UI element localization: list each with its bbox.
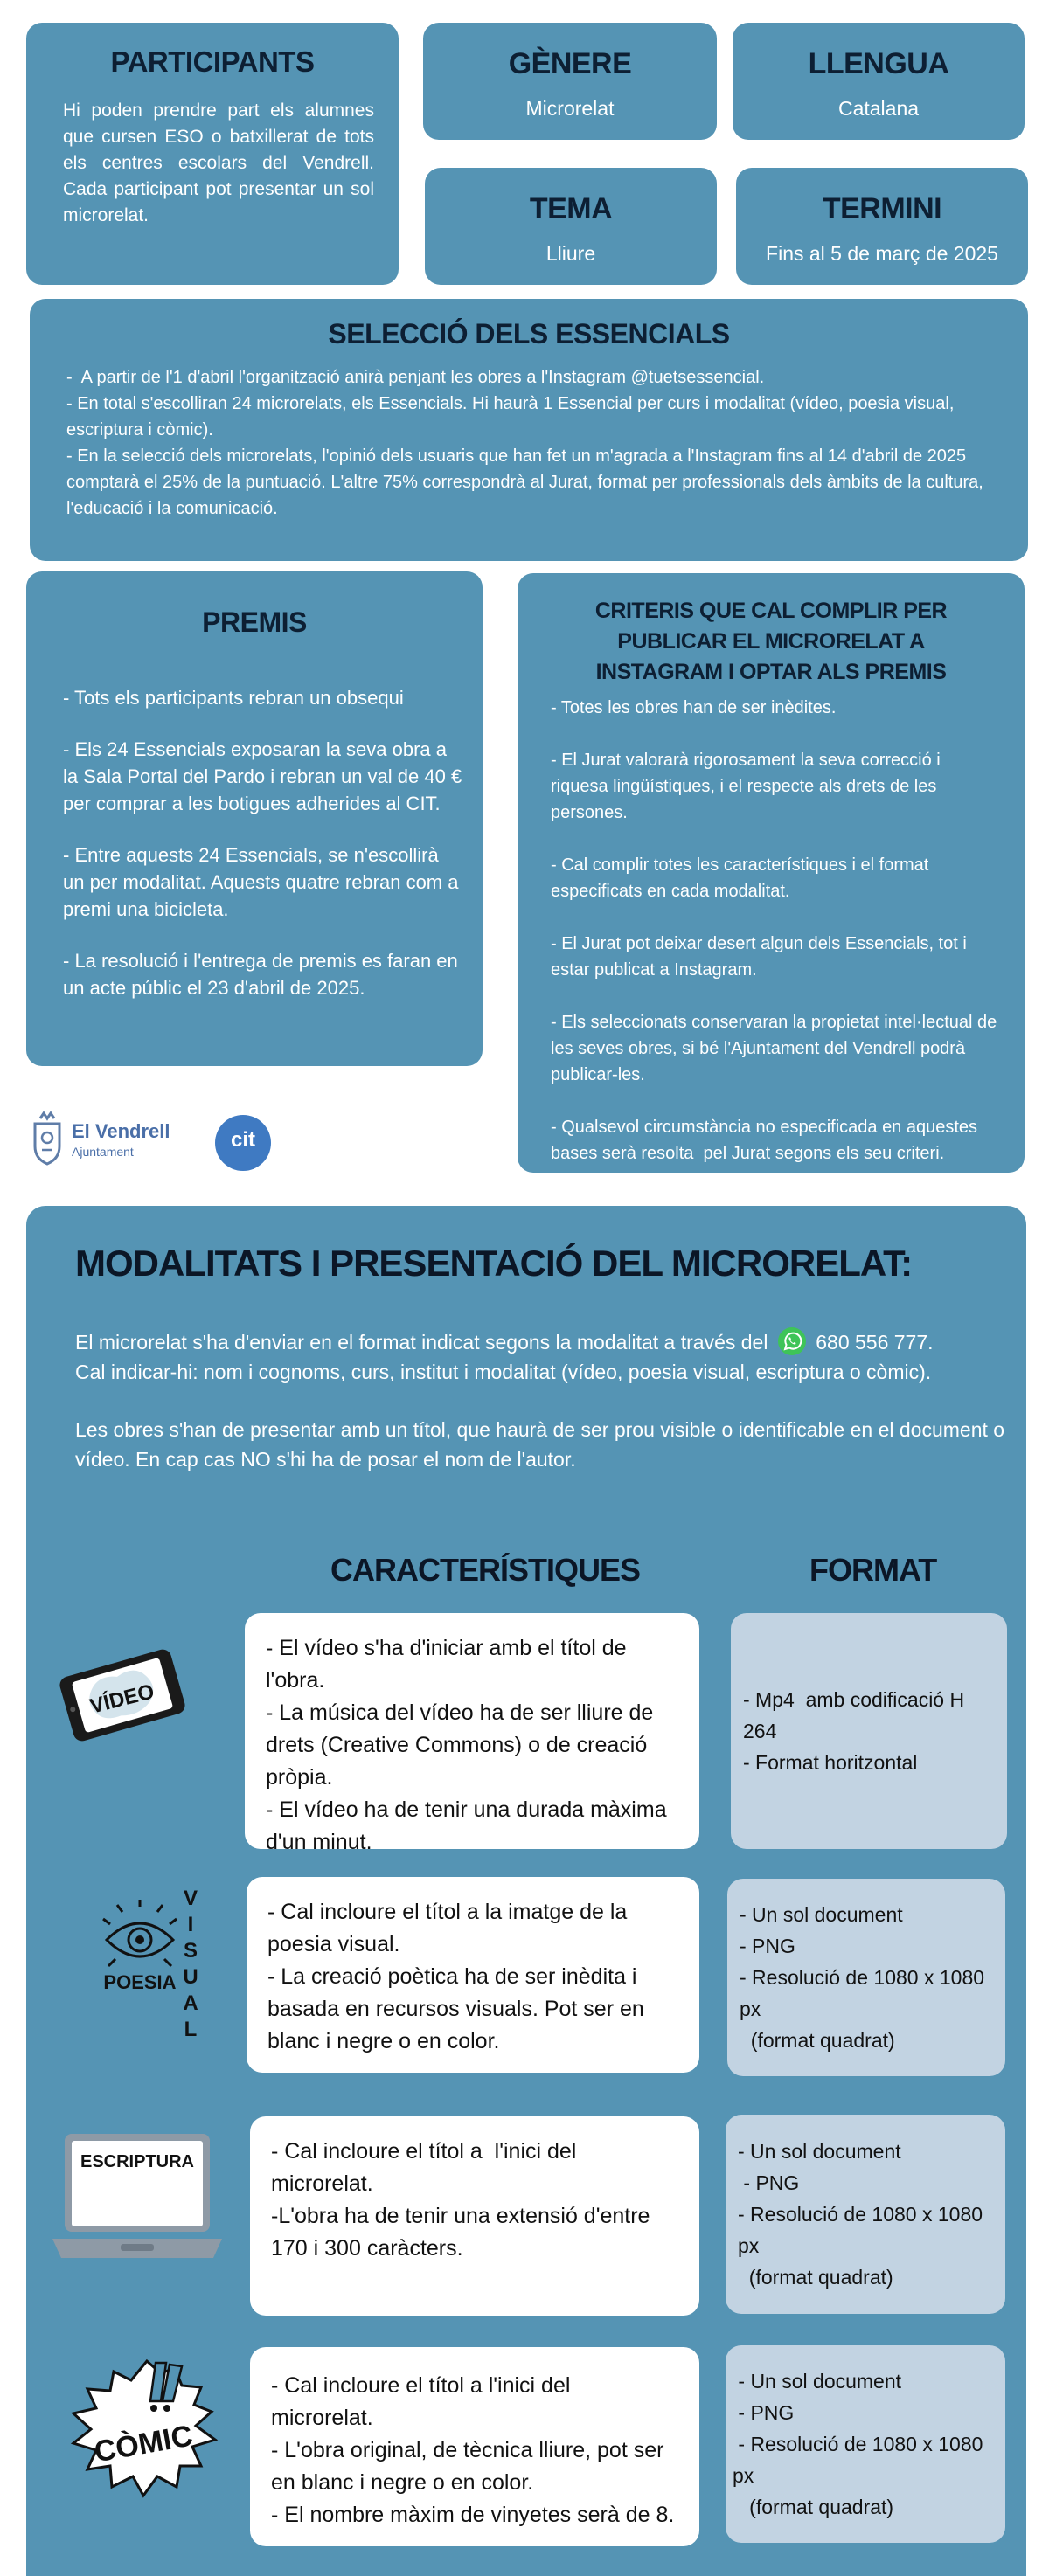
premis-item: - Tots els participants rebran un obsequi [63, 687, 404, 709]
escriptura-format-item: - Resolució de 1080 x 1080 px [738, 2203, 989, 2257]
criteris-title: CRITERIS QUE CAL COMPLIR PER PUBLICAR EL MICRORELAT A INSTAGRAM I OPTAR ALS PREMIS [594, 599, 948, 684]
seleccio-line: - A partir de l'1 d'abril l'organització anirà penjant les obres a l'Instagram @tuetsessencial. [66, 368, 765, 387]
escriptura-feature: - Cal incloure el títol a l'inici del microrelat. [271, 2139, 583, 2196]
phone-number: 680 556 777. [816, 1331, 934, 1354]
modalitats-intro-line2: Cal indicar-hi: nom i cognoms, curs, institut i modalitat (vídeo, poesia visual, escriptura o còmic). [75, 1361, 932, 1383]
video-feature: - El vídeo s'ha d'iniciar amb el títol de l'obra. [266, 1636, 633, 1693]
criteris-item: - El Jurat valorarà rigorosament la seva correcció i riquesa lingüístiques, i el respecte als drets de les persones. [551, 751, 946, 822]
comic-burst-icon [52, 2356, 245, 2513]
escriptura-features-card [250, 2116, 699, 2316]
escriptura-format-card [726, 2115, 1005, 2314]
tema-value: Lliure [545, 242, 596, 265]
criteris-item: - El Jurat pot deixar desert algun dels Essencials, tot i estar publicat a Instagram. [551, 934, 972, 980]
comic-feature: - Cal incloure el títol a l'inici del microrelat. [271, 2373, 577, 2430]
cit-logo-text: cit [230, 1128, 255, 1152]
genere-box [423, 23, 717, 140]
video-feature: - El vídeo ha de tenir una durada màxima d'un minut. [266, 1797, 673, 1854]
participants-box [26, 23, 399, 285]
participants-text: Hi poden prendre part els alumnes que cursen ESO o batxillerat de tots els centres escolars del Vendrell. Cada participant pot presentar un sol microrelat. [63, 100, 374, 225]
seleccio-box [30, 299, 1028, 561]
comic-feature: - El nombre màxim de vinyetes serà de 8. [271, 2503, 675, 2527]
comic-format-item: (format quadrat) [733, 2496, 894, 2518]
escriptura-format-item: - Un sol document [738, 2140, 901, 2163]
poesia-format-item: - PNG [740, 1935, 795, 1957]
comic-format-item: - Resolució de 1080 x 1080 px [733, 2433, 989, 2487]
premis-item: - Entre aquests 24 Essencials, se n'escollirà un per modalitat. Aquests quatre rebran com a premi una bicicleta. [63, 844, 464, 920]
modalitats-intro: El microrelat s'ha d'enviar en el format indicat segons la modalitat a través del [75, 1331, 768, 1354]
video-format-item: - Mp4 amb codificació H 264 [743, 1688, 970, 1742]
criteris-item: - Totes les obres han de ser inèdites. [551, 698, 837, 717]
vendrell-name: El Vendrell [72, 1120, 170, 1142]
comic-format-item: - PNG [733, 2401, 795, 2424]
premis-item: - La resolució i l'entrega de premis es faran en un acte públic el 23 d'abril de 2025. [63, 950, 463, 999]
seleccio-title: SELECCIÓ DELS ESSENCIALS [328, 318, 730, 350]
genere-title: GÈNERE [508, 47, 632, 80]
termini-title: TERMINI [822, 192, 942, 225]
modalitats-title: MODALITATS I PRESENTACIÓ DEL MICRORELAT: [75, 1243, 913, 1284]
laptop-escriptura-icon [45, 2127, 229, 2275]
criteris-item: - Qualsevol circumstància no especificada en aquestes bases serà resolta pel Jurat segons els seu criteri. [551, 1118, 983, 1163]
llengua-title: LLENGUA [808, 47, 949, 80]
poesia-feature: - La creació poètica ha de ser inèdita i basada en recursos visuals. Pot ser en blanc i negre o en color. [267, 1964, 650, 2053]
llengua-value: Catalana [837, 97, 920, 120]
video-format-card [731, 1613, 1007, 1849]
escriptura-feature: -L'obra ha de tenir una extensió d'entre 170 i 300 caràcters. [271, 2204, 656, 2261]
criteris-item: - Cal complir totes les característiques i el format especificats en cada modalitat. [551, 855, 934, 901]
termini-box [736, 168, 1028, 285]
vendrell-sub: Ajuntament [72, 1145, 134, 1159]
seleccio-line: - En la selecció dels microrelats, l'opinió dels usuaris que han fet un m'agrada a l'Instagram fins al 14 d'abril de 2025 comptarà el 25% de la puntuació. L'altre 75% correspondrà al Jurat, format per professionals dels àmbits de la cultura, l'educació i la comunicació. [66, 447, 989, 518]
poesia-format-item: - Un sol document [740, 1903, 903, 1926]
premis-box [26, 571, 483, 1066]
poesia-features-card [247, 1877, 699, 2073]
poesia-icon-label: POESIA [103, 1971, 177, 1993]
eye-poesia-icon [96, 1894, 219, 1999]
col-caracteristiques: CARACTERÍSTIQUES [330, 1552, 641, 1588]
comic-features-card [250, 2347, 699, 2546]
video-feature: - La música del vídeo ha de ser lliure de drets (Creative Commons) o de creació pròpia. [266, 1700, 660, 1790]
comic-feature: - L'obra original, de tècnica lliure, pot ser en blanc i negre o en color. [271, 2438, 670, 2495]
poesia-feature: - Cal incloure el títol a la imatge de la poesia visual. [267, 1900, 634, 1956]
poesia-format-item: - Resolució de 1080 x 1080 px [740, 1966, 990, 2020]
criteris-item: - Els seleccionats conservaran la propietat intel·lectual de les seves obres, si bé l'Ajuntament del Vendrell podrà publicar-les. [551, 1013, 1002, 1084]
comic-icon-label: CÒMIC [92, 2419, 196, 2469]
comic-format-card [726, 2345, 1005, 2543]
participants-title: PARTICIPANTS [110, 45, 315, 78]
visual-vertical-label: VISUAL [183, 1887, 198, 2041]
modalitats-box [26, 1206, 1026, 2576]
cit-logo [215, 1115, 271, 1171]
phone-video-icon [52, 1643, 192, 1748]
video-icon-label: VÍDEO [87, 1679, 157, 1719]
escriptura-icon-label: ESCRIPTURA [80, 2152, 195, 2171]
llengua-box [733, 23, 1025, 140]
seleccio-line: - En total s'escolliran 24 microrelats, els Essencials. Hi haurà 1 Essencial per curs i modalitat (vídeo, poesia visual, escriptura i còmic). [66, 394, 959, 440]
whatsapp-icon [777, 1326, 807, 1356]
escriptura-format-item: (format quadrat) [738, 2266, 893, 2289]
video-format-item: - Format horitzontal [743, 1751, 918, 1774]
comic-format-item: - Un sol document [733, 2370, 902, 2392]
vendrell-logo [30, 1108, 231, 1169]
poesia-format-item: (format quadrat) [740, 2029, 895, 2052]
premis-title: PREMIS [202, 606, 307, 638]
poesia-format-card [727, 1879, 1005, 2076]
col-format: FORMAT [809, 1552, 937, 1588]
tema-box [425, 168, 717, 285]
escriptura-format-item: - PNG [738, 2171, 800, 2194]
video-features-card [245, 1613, 699, 1854]
premis-item: - Els 24 Essencials exposaran la seva obra a la Sala Portal del Pardo i rebran un val de 40 € per comprar a les botigues adherides al CIT. [63, 738, 468, 814]
termini-value: Fins al 5 de març de 2025 [766, 242, 998, 265]
tema-title: TEMA [529, 192, 613, 225]
genere-value: Microrelat [525, 97, 615, 120]
vendrell-shield-icon [30, 1111, 65, 1166]
modalitats-intro-para2: Les obres s'han de presentar amb un títol, que haurà de ser prou visible o identificable en el document o vídeo. En cap cas NO s'hi ha de posar el nom de l'autor. [75, 1418, 1005, 1471]
criteris-box [518, 573, 1025, 1173]
